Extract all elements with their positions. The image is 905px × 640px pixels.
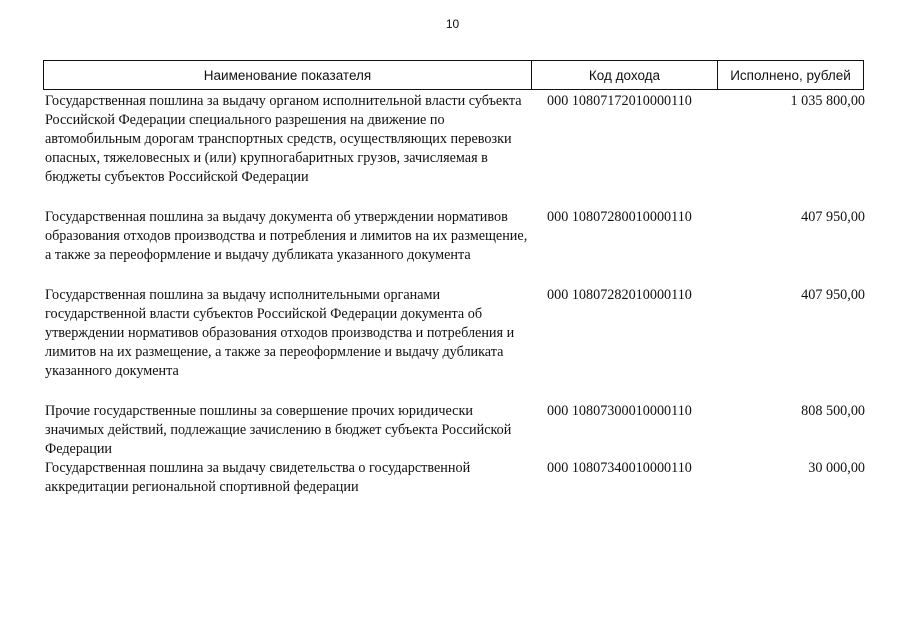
row-amount: 808 500,00 xyxy=(801,403,865,419)
row-amount: 30 000,00 xyxy=(808,460,865,476)
row-code: 000 10807172010000110 xyxy=(547,93,692,109)
header-amount: Исполнено, рублей xyxy=(730,67,851,83)
row-code: 000 10807280010000110 xyxy=(547,209,692,225)
page-number: 10 xyxy=(445,17,460,31)
row-name: Государственная пошлина за выдачу документа об утверждении нормативов образования отходов производства и потребления и лимитов на их размещение, а также за переоформление и выдачу дубликата указанного документа xyxy=(45,209,528,263)
table-row xyxy=(45,459,865,499)
table-row xyxy=(45,92,865,208)
row-amount: 1 035 800,00 xyxy=(790,93,865,109)
header-name: Наименование показателя xyxy=(44,61,532,89)
table-header xyxy=(43,60,864,90)
row-code: 000 10807340010000110 xyxy=(547,460,692,476)
row-code: 000 10807282010000110 xyxy=(547,287,692,303)
table-row xyxy=(45,286,865,402)
row-amount: 407 950,00 xyxy=(801,287,865,303)
row-amount: 407 950,00 xyxy=(801,209,865,225)
row-name: Прочие государственные пошлины за совершение прочих юридически значимых действий, подлежащие зачислению в бюджет субъекта Российской Федерации xyxy=(45,403,512,457)
row-name: Государственная пошлина за выдачу исполнительными органами государственной власти субъектов Российской Федерации документа об утверждении нормативов образования отходов производства и потребления и лимитов на их размещение, а также за переоформление и выдачу дубликата указанного документа xyxy=(45,287,515,379)
row-code: 000 10807300010000110 xyxy=(547,403,692,419)
row-name: Государственная пошлина за выдачу свидетельства о государственной аккредитации региональной спортивной федерации xyxy=(45,460,471,495)
table-row xyxy=(45,208,865,286)
table-row xyxy=(45,402,865,459)
row-name: Государственная пошлина за выдачу органом исполнительной власти субъекта Российской Федерации специального разрешения на движение по автомобильным дорогам транспортных средств, осуществляющих перевозки опасных, тяжеловесных и (или) крупногабаритных грузов, зачисляемая в бюджеты субъектов Российской Федерации xyxy=(45,93,522,185)
header-code: Код дохода xyxy=(532,61,718,89)
table-body xyxy=(45,92,865,499)
